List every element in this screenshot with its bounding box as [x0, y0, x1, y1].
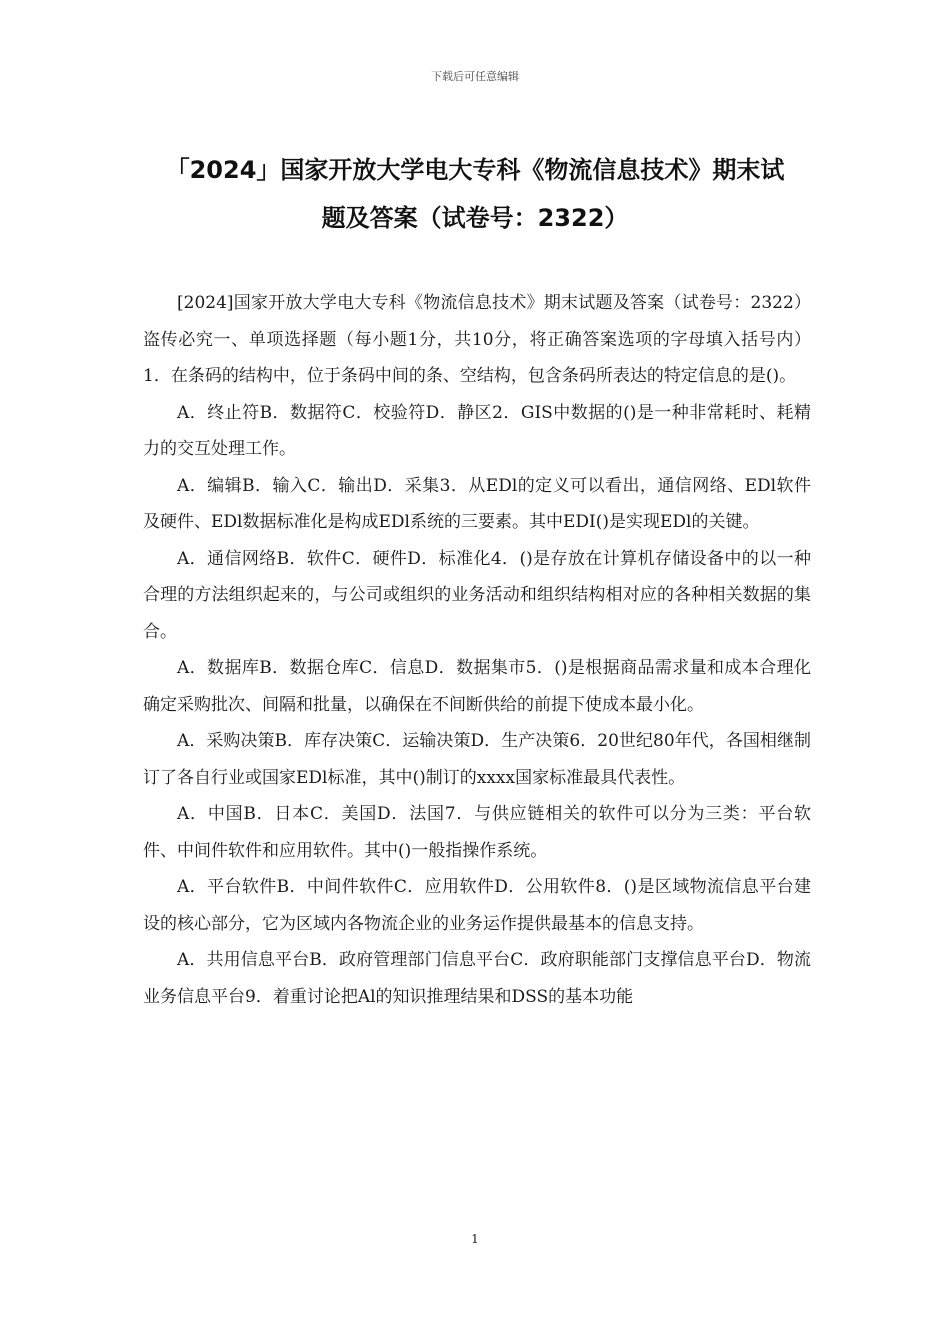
document-title-line-2: 题及答案（试卷号：2322） [321, 204, 629, 232]
paragraph-intro-question-1: [2024]国家开放大学电大专科《物流信息技术》期末试题及答案（试卷号：2322）盗传必究一、单项选择题（每小题1分，共10分，将正确答案选项的字母填入括号内）1．在条码的结构中，位于条码中间的条、空结构，包含条码所表达的特定信息的是()。 [143, 293, 811, 386]
paragraph-options-7-question-8: A．平台软件B．中间件软件C．应用软件D．公用软件8．()是区域物流信息平台建设的核心部分，它为区域内各物流企业的业务运作提供最基本的信息支持。 [143, 877, 811, 934]
paragraph-options-1-question-2: A．终止符B．数据符C．校验符D．静区2．GIS中数据的()是一种非常耗时、耗精力的交互处理工作。 [143, 402, 811, 459]
paragraph-options-8-question-9: A．共用信息平台B．政府管理部门信息平台C．政府职能部门支撑信息平台D．物流业务信息平台9．着重讨论把Al的知识推理结果和DSS的基本功能 [143, 950, 811, 1007]
page-number: 1 [471, 1232, 479, 1246]
paragraph-options-5-question-6: A．采购决策B．库存决策C．运输决策D．生产决策6．20世纪80年代，各国相继制订了各自行业或国家EDl标准，其中()制订的xxxx国家标准最具代表性。 [143, 731, 811, 788]
paragraph-options-3-question-4: A．通信网络B．软件C．硬件D．标准化4．()是存放在计算机存储设备中的以一种合理的方法组织起来的，与公司或组织的业务活动和组织结构相对应的各种相关数据的集合。 [143, 548, 811, 642]
document-title [120, 146, 830, 242]
paragraph-options-4-question-5: A．数据库B．数据仓库C．信息D．数据集市5．()是根据商品需求量和成本合理化确定采购批次、间隔和批量，以确保在不间断供给的前提下使成本最小化。 [143, 658, 811, 715]
paragraph-options-2-question-3: A．编辑B．输入C．输出D．采集3．从EDl的定义可以看出，通信网络、EDl软件及硬件、EDl数据标准化是构成EDl系统的三要素。其中EDI()是实现EDl的关键。 [143, 475, 811, 532]
document-body [143, 285, 811, 1015]
paragraph-options-6-question-7: A．中国B．日本C．美国D．法国7．与供应链相关的软件可以分为三类：平台软件、中间件软件和应用软件。其中()一般指操作系统。 [143, 804, 811, 861]
page-header-note: 下载后可任意编辑 [431, 70, 519, 83]
document-title-line-1: 「2024」国家开放大学电大专科《物流信息技术》期末试 [165, 156, 785, 184]
